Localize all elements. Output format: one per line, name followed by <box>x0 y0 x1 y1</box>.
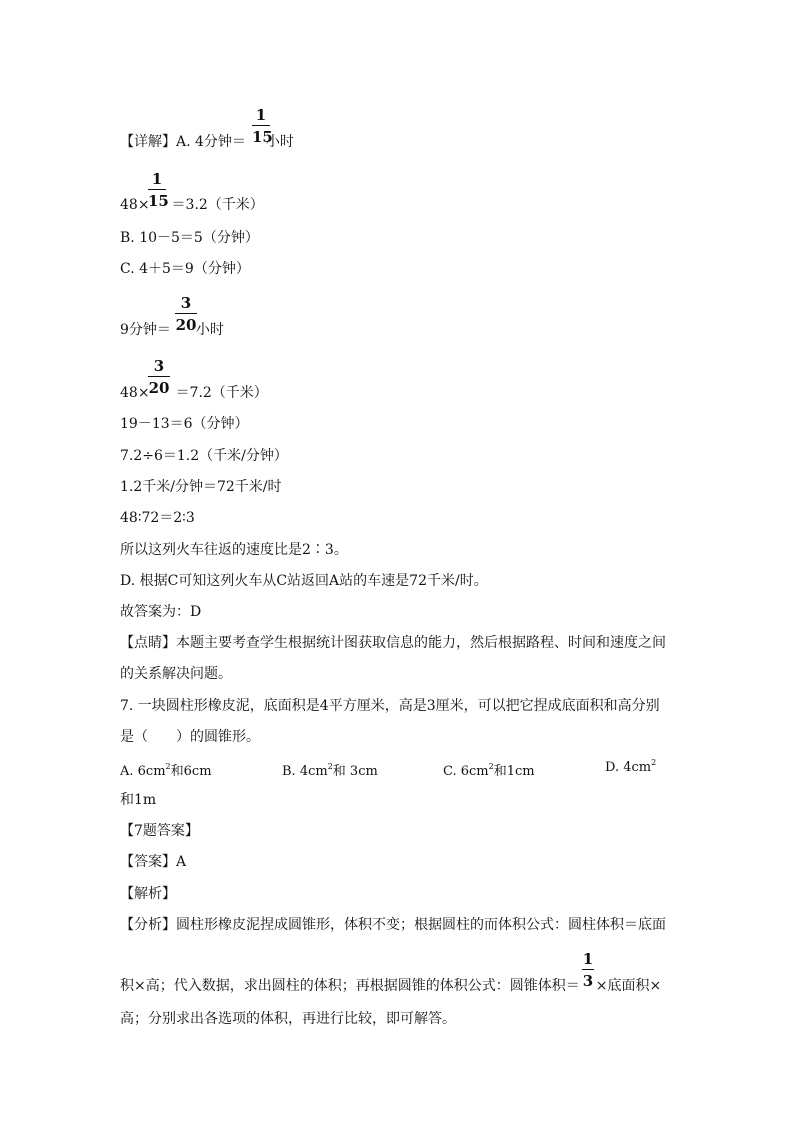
option-b-pre: B. 4cm <box>282 764 328 779</box>
calc-line-3: 19－13＝6（分钟） <box>120 416 249 432</box>
analysis-header: 【解析】 <box>120 886 176 902</box>
fraction-denominator: 20 <box>175 316 197 334</box>
option-b <box>282 760 378 779</box>
question-7-line-1: 7. 一块圆柱形橡皮泥，底面积是4平方厘米，高是3厘米，可以把它捏成底面积和高分别 <box>120 698 660 714</box>
analysis-line-2-pre: 积×高；代入数据，求出圆柱的体积；再根据圆锥的体积公式：圆锥体积＝ <box>120 978 580 994</box>
c2-prefix: 9分钟＝ <box>120 322 171 338</box>
c2-unit: 小时 <box>195 322 224 338</box>
detail-a-unit: 小时 <box>265 134 294 150</box>
analysis-line-1: 【分析】圆柱形橡皮泥捏成圆锥形，体积不变；根据圆柱的而体积公式：圆柱体积＝底面 <box>120 917 666 933</box>
fraction-numerator: 3 <box>180 294 192 312</box>
calc-line-2 <box>120 384 268 402</box>
detail-a-text: A. 4分钟＝ <box>176 134 246 150</box>
answer-header: 【7题答案】 <box>120 823 199 839</box>
calc2-suffix: ＝7.2（千米） <box>175 385 268 401</box>
fraction-bar <box>148 376 170 377</box>
fraction-denominator: 15 <box>252 128 273 146</box>
option-a-pre: A. 6cm <box>120 764 166 779</box>
answer-text: 【答案】A <box>120 854 187 870</box>
calc-line-1 <box>120 196 264 214</box>
superscript: 2 <box>488 762 494 771</box>
comment-line-2: 的关系解决问题。 <box>120 666 232 682</box>
fraction-bar <box>148 189 166 190</box>
option-c-pre: C. 6cm <box>443 764 489 779</box>
superscript: 2 <box>651 758 657 767</box>
fraction-numerator: 3 <box>153 357 165 375</box>
detail-line-c2 <box>120 321 224 339</box>
fraction-bar <box>582 969 594 970</box>
detail-line-a <box>120 133 294 151</box>
fraction-denominator: 20 <box>148 379 170 397</box>
option-d-pre: D. 4cm <box>605 760 652 775</box>
fraction-numerator: 1 <box>151 170 163 188</box>
option-c <box>443 760 535 779</box>
calc-line-6: 48∶72＝2∶3 <box>120 510 195 526</box>
calc2-prefix: 48× <box>120 385 150 401</box>
fraction-denominator: 15 <box>148 192 169 210</box>
superscript: 2 <box>327 762 333 771</box>
option-d-continuation: 和1m <box>120 792 157 808</box>
option-a-post: 和6cm <box>170 764 212 779</box>
detail-line-b: B. 10－5＝5（分钟） <box>120 230 259 246</box>
detail-label: 【详解】 <box>120 134 176 150</box>
option-b-post: 和 3cm <box>332 764 378 779</box>
question-7-line-2: 是（ ）的圆锥形。 <box>120 729 260 745</box>
answer-line: 故答案为：D <box>120 604 202 620</box>
fraction-denominator: 3 <box>582 972 594 990</box>
fraction-numerator: 1 <box>582 950 594 968</box>
calc1-suffix: ＝3.2（千米） <box>171 197 264 213</box>
calc-line-5: 1.2千米/分钟＝72千米/时 <box>120 479 282 495</box>
option-c-post: 和1cm <box>493 764 535 779</box>
calc-line-4: 7.2÷6＝1.2（千米/分钟） <box>120 448 288 464</box>
analysis-line-2-post: ×底面积× <box>595 978 662 994</box>
fraction-numerator: 1 <box>255 106 267 124</box>
comment-line-1: 【点睛】本题主要考查学生根据统计图获取信息的能力，然后根据路程、时间和速度之间 <box>120 635 666 651</box>
fraction-bar <box>175 313 197 314</box>
calc1-prefix: 48× <box>120 197 150 213</box>
detail-line-c: C. 4＋5＝9（分钟） <box>120 261 250 277</box>
fraction-bar <box>252 125 270 126</box>
analysis-line-2 <box>120 977 661 995</box>
detail-line-d: D. 根据C可知这列火车从C站返回A站的车速是72千米/时。 <box>120 573 488 589</box>
option-a <box>120 760 212 779</box>
option-d <box>605 760 656 775</box>
analysis-line-3: 高；分别求出各选项的体积，再进行比较，即可解答。 <box>120 1011 456 1027</box>
superscript: 2 <box>165 762 171 771</box>
conclusion-line: 所以这列火车往返的速度比是2∶3。 <box>120 542 348 558</box>
